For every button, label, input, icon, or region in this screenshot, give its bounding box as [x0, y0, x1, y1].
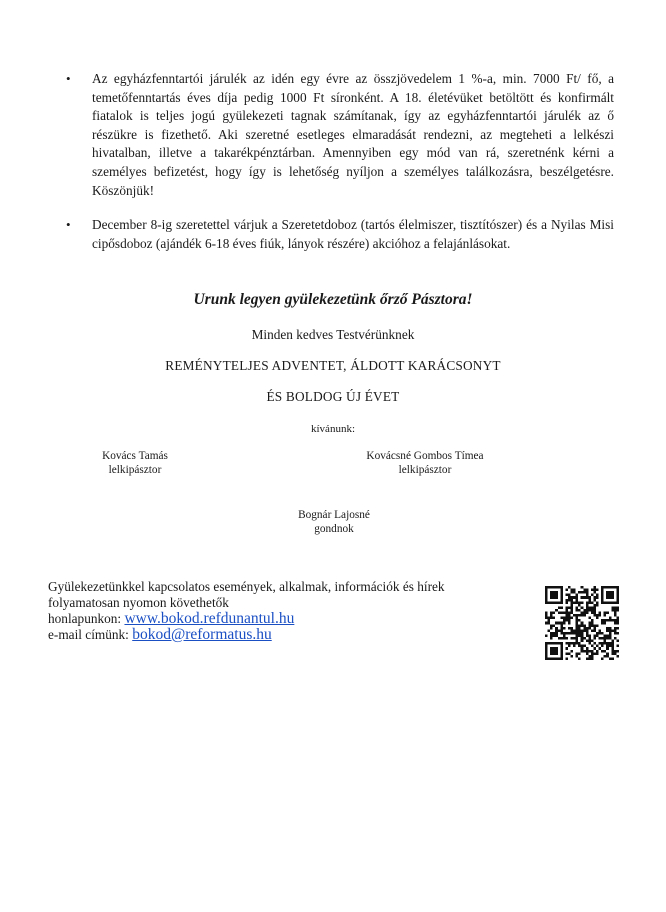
- website-label: honlapunkon:: [48, 611, 125, 626]
- signature-block: [355, 449, 495, 477]
- email-label: e-mail címünk:: [48, 627, 133, 642]
- website-row: [48, 611, 445, 627]
- list-item: [66, 70, 614, 200]
- bullet-icon: •: [66, 217, 71, 233]
- motto: Urunk legyen gyülekezetünk őrző Pásztora!: [193, 291, 473, 308]
- wish-line-2: ÉS BOLDOG ÚJ ÉVET: [266, 389, 400, 404]
- email-link[interactable]: bokod@reformatus.hu: [132, 626, 272, 643]
- list-item: [66, 216, 614, 253]
- signature-role: gondnok: [314, 523, 354, 535]
- greeting: Minden kedves Testvérünknek: [251, 327, 415, 342]
- contact-line-1: Gyülekezetünkkel kapcsolatos események, alkalmak, információk és hírek: [48, 579, 445, 594]
- website-link[interactable]: www.bokod.refdunantul.hu: [124, 610, 295, 627]
- announcement-list: [66, 70, 614, 269]
- wish-closing: kívánunk:: [311, 423, 355, 435]
- wish-line-1: REMÉNYTELJES ADVENTET, ÁLDOTT KARÁCSONYT: [165, 358, 501, 373]
- signature-name: Kovácsné Gombos Tímea: [366, 450, 484, 462]
- bullet-text: December 8-ig szeretettel várjuk a Szeretetdoboz (tartós élelmiszer, tisztítószer) és a Nyilas Misi cipősdoboz (ajándék 6-18 éves fiúk, lányok részére) akcióhoz a felajánlásokat.: [92, 217, 614, 251]
- bullet-text: Az egyházfenntartói járulék az idén egy évre az összjövedelem 1 %-a, min. 7000 Ft/ fő, a temetőfenntartás éves díja pedig 1000 Ft síronként. A 18. életévüket betöltött és konfirmált fiatalok is teljes jogú gyülekezeti tagnak számítanak, így az egyházfenntartói járulék az ő részükre is fizethető. Aki szeretné esetleges elmaradását rendezni, az megteheti a lelkészi hivatalban, illetve a takarékpénztárban. Amennyiben egy mód van rá, szeretnénk kérni a személyes befizetést, hogy így is lehetőség nyíljon a személyes találkozásra, beszélgetésre. Köszönjük!: [92, 71, 614, 198]
- signature-role: lelkipásztor: [398, 464, 452, 476]
- qr-code-icon: [545, 586, 619, 660]
- signature-role: lelkipásztor: [108, 464, 162, 476]
- signature-name: Bognár Lajosné: [298, 509, 370, 521]
- email-row: [48, 627, 445, 643]
- signature-block: [276, 508, 392, 536]
- bullet-icon: •: [66, 71, 71, 86]
- signature-block: [80, 449, 190, 477]
- contact-line-2: folyamatosan nyomon követhetők: [48, 595, 229, 610]
- contact-info: [48, 579, 445, 643]
- signature-name: Kovács Tamás: [102, 450, 168, 462]
